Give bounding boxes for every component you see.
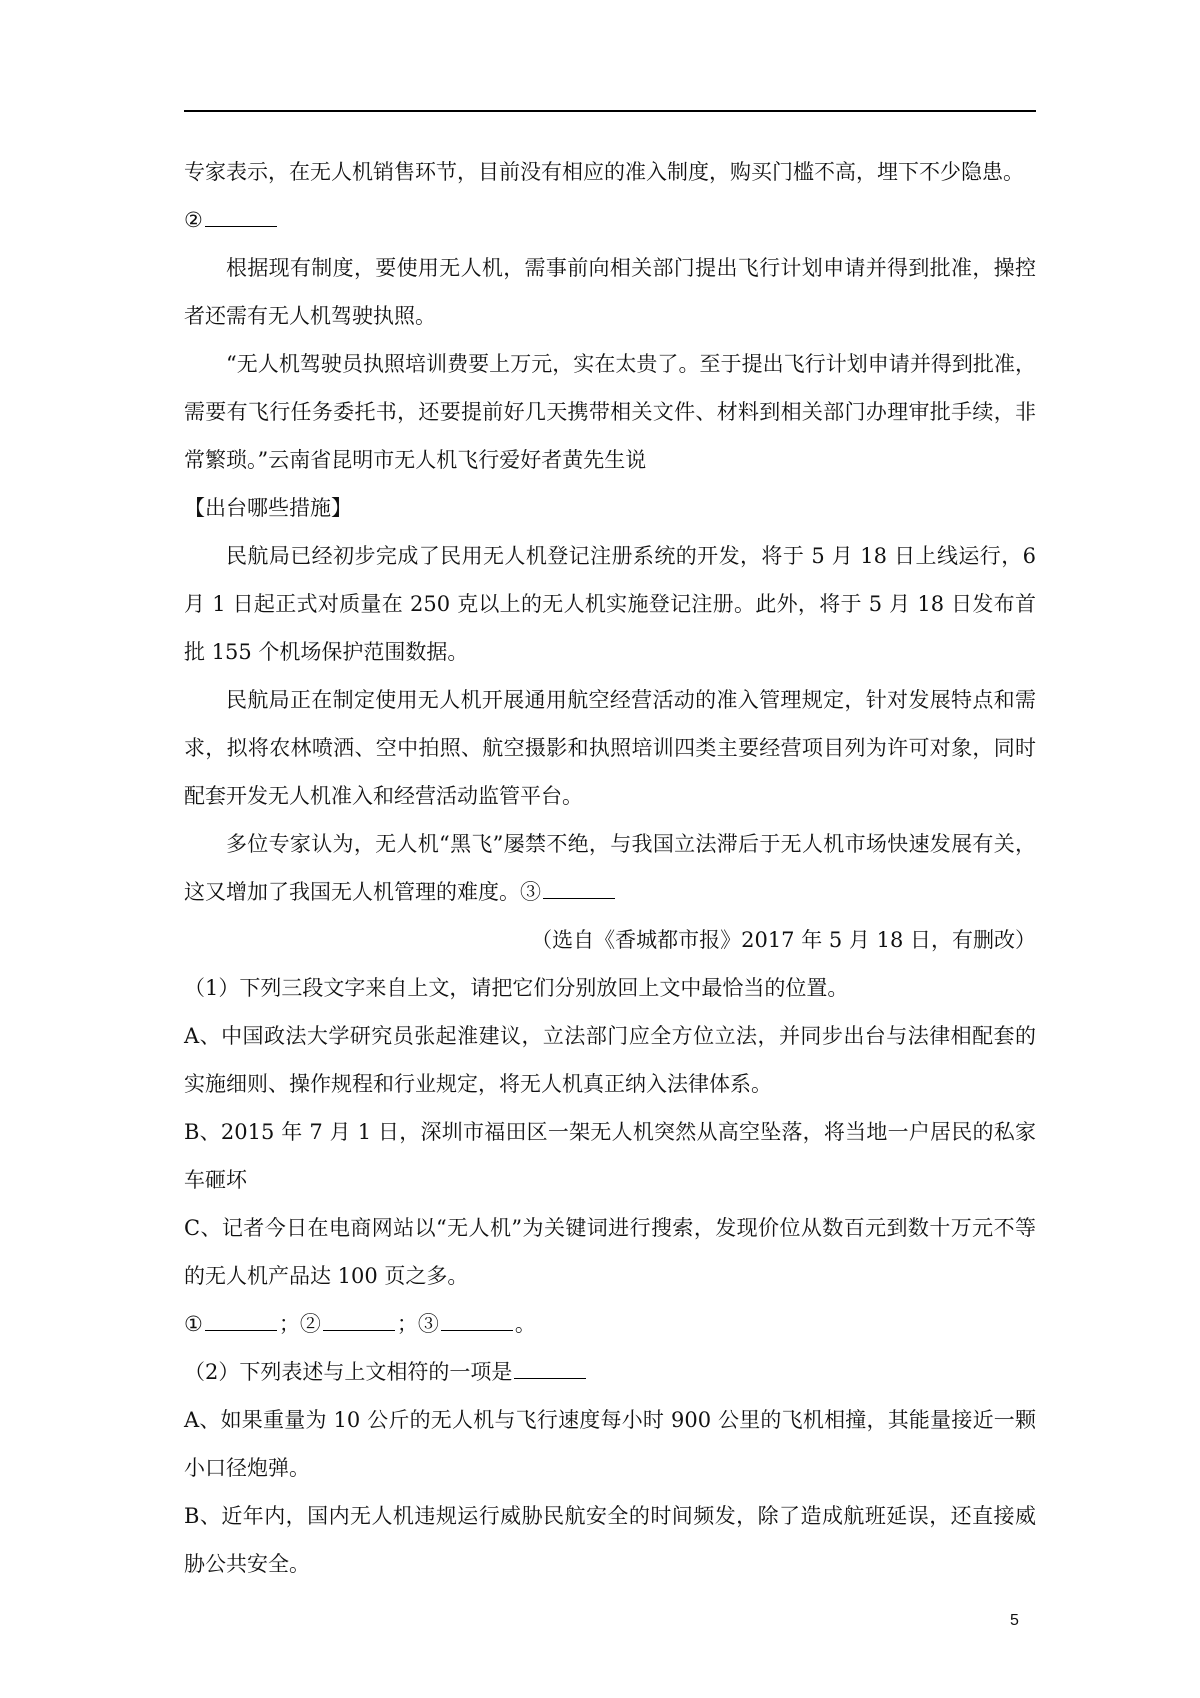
- header-rule: [184, 110, 1036, 112]
- answer-line: ① ；② ；③ 。: [184, 1312, 536, 1336]
- option-c: C、记者今日在电商网站以“无人机”为关键词进行搜索，发现价位从数百元到数十万元不等的无人机产品达 100 页之多。: [184, 1216, 1036, 1288]
- answer-blank[interactable]: [205, 206, 277, 227]
- source-citation: （选自《香城都市报》2017 年 5 月 18 日，有删改）: [531, 928, 1036, 952]
- paragraph-7: 多位专家认为，无人机“黑飞”屡禁不绝，与我国立法滞后于无人机市场快速发展有关，这又增加了我国无人机管理的难度。③: [184, 832, 1036, 904]
- section-heading: 【出台哪些措施】: [184, 496, 352, 520]
- answer-blank-2[interactable]: [323, 1310, 395, 1331]
- option-a: A、中国政法大学研究员张起淮建议，立法部门应全方位立法，并同步出台与法律相配套的实施细则、操作规程和行业规定，将无人机真正纳入法律体系。: [184, 1024, 1036, 1096]
- option-b: B、2015 年 7 月 1 日，深圳市福田区一架无人机突然从高空坠落，将当地一户居民的私家车砸坏: [184, 1120, 1036, 1192]
- question-1: （1）下列三段文字来自上文，请把它们分别放回上文中最恰当的位置。: [184, 976, 849, 1000]
- q2-option-b: B、近年内，国内无人机违规运行威胁民航安全的时间频发，除了造成航班延误，还直接威胁公共安全。: [184, 1504, 1036, 1576]
- document-body: [184, 148, 1036, 1588]
- paragraph-1: 专家表示，在无人机销售环节，目前没有相应的准入制度，购买门槛不高，埋下不少隐患。: [184, 160, 1024, 184]
- answer-blank-1[interactable]: [205, 1310, 277, 1331]
- paragraph-4: “无人机驾驶员执照培训费要上万元，实在太贵了。至于提出飞行计划申请并得到批准，需要有飞行任务委托书，还要提前好几天携带相关文件、材料到相关部门办理审批手续，非常繁琐。”云南省昆明市无人机飞行爱好者黄先生说: [184, 352, 1036, 472]
- answer-blank[interactable]: [543, 878, 615, 899]
- answer-blank-3[interactable]: [441, 1310, 513, 1331]
- blank-line-2: ②: [184, 196, 1036, 244]
- paragraph-6: 民航局正在制定使用无人机开展通用航空经营活动的准入管理规定，针对发展特点和需求，拟将农林喷洒、空中拍照、航空摄影和执照培训四类主要经营项目列为许可对象，同时配套开发无人机准入和经营活动监管平台。: [184, 688, 1036, 808]
- q2-option-a: A、如果重量为 10 公斤的无人机与飞行速度每小时 900 公里的飞机相撞，其能量接近一颗小口径炮弹。: [184, 1408, 1036, 1480]
- answer-blank[interactable]: [514, 1358, 586, 1379]
- page-number: 5: [1010, 1612, 1019, 1629]
- question-2: （2）下列表述与上文相符的一项是: [184, 1348, 1036, 1396]
- paragraph-3: 根据现有制度，要使用无人机，需事前向相关部门提出飞行计划申请并得到批准，操控者还需有无人机驾驶执照。: [184, 256, 1036, 328]
- paragraph-5: 民航局已经初步完成了民用无人机登记注册系统的开发，将于 5 月 18 日上线运行，6 月 1 日起正式对质量在 250 克以上的无人机实施登记注册。此外，将于 5 月 18 日发布首批 155 个机场保护范围数据。: [184, 544, 1036, 664]
